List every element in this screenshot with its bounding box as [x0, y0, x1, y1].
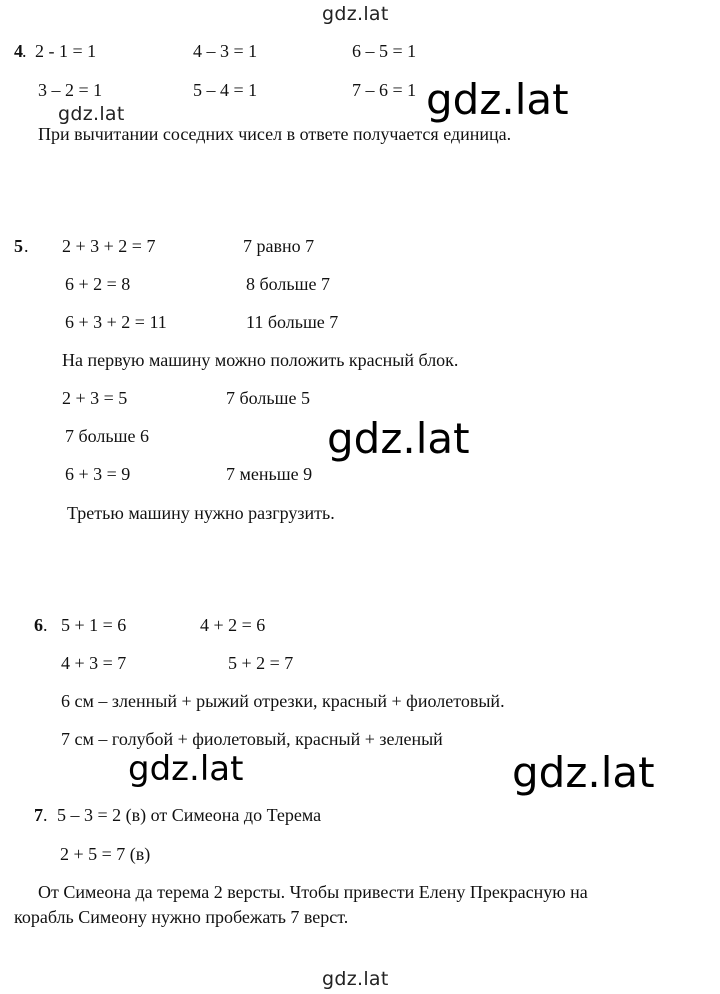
task-5-note-1: На первую машину можно положить красный блок.	[62, 350, 459, 370]
watermark-large-bottom-right: gdz.lat	[512, 748, 655, 797]
task-5-line-1-compare: 7 равно 7	[243, 236, 315, 256]
task-4-expr-5: 5 – 4 = 1	[193, 80, 258, 100]
task-4-expr-4: 3 – 2 = 1	[38, 80, 103, 100]
task-7-paragraph-line-1: От Симеона да терема 2 версты. Чтобы привести Елену Прекрасную на	[38, 882, 588, 902]
task-5-line-3-compare: 11 больше 7	[246, 312, 339, 332]
task-7-line-1: 5 – 3 = 2 (в) от Симеона до Терема	[57, 805, 322, 825]
watermark-bottom: gdz.lat	[322, 968, 389, 990]
task-6-expr-4: 5 + 2 = 7	[228, 653, 294, 673]
task-5-line-4-expr: 2 + 3 = 5	[62, 388, 128, 408]
task-5-line-2-expr: 6 + 2 = 8	[65, 274, 131, 294]
task-6-dot: .	[43, 615, 48, 635]
watermark-large-top-right: gdz.lat	[426, 75, 569, 124]
task-4-expr-2: 4 – 3 = 1	[193, 41, 258, 61]
task-4-dot: .	[22, 41, 27, 61]
task-6-expr-2: 4 + 2 = 6	[200, 615, 266, 635]
task-5-line-6-compare: 7 меньше 9	[226, 464, 313, 484]
watermark-top: gdz.lat	[322, 3, 389, 25]
task-7-number: 7	[34, 805, 43, 825]
watermark-medium-left: gdz.lat	[128, 749, 244, 789]
task-6-number: 6	[34, 615, 43, 635]
task-5-line-2-compare: 8 больше 7	[246, 274, 330, 294]
task-6-line-3: 6 см – зленный + рыжий отрезки, красный + фиолетовый.	[61, 691, 505, 711]
task-5-note-2: Третью машину нужно разгрузить.	[67, 503, 335, 523]
watermark-large-middle: gdz.lat	[327, 414, 470, 463]
task-5-line-6-expr: 6 + 3 = 9	[65, 464, 131, 484]
task-7-dot: .	[43, 805, 48, 825]
watermark-small-left: gdz.lat	[58, 103, 125, 125]
task-4-conclusion: При вычитании соседних чисел в ответе получается единица.	[38, 124, 512, 144]
task-5-line-5: 7 больше 6	[65, 426, 149, 446]
task-4-expr-6: 7 – 6 = 1	[352, 80, 417, 100]
task-4-number: 4	[14, 41, 23, 61]
task-5-dot: .	[24, 236, 29, 256]
task-6-expr-1: 5 + 1 = 6	[61, 615, 127, 635]
task-5-number: 5	[14, 236, 23, 256]
task-7-paragraph-line-2: корабль Симеону нужно пробежать 7 верст.	[14, 907, 349, 927]
task-4-expr-3: 6 – 5 = 1	[352, 41, 417, 61]
task-5-line-3-expr: 6 + 3 + 2 = 11	[65, 312, 167, 332]
task-5-line-4-compare: 7 больше 5	[226, 388, 310, 408]
task-4-expr-1: 2 - 1 = 1	[35, 41, 97, 61]
task-6-expr-3: 4 + 3 = 7	[61, 653, 127, 673]
task-5-line-1-expr: 2 + 3 + 2 = 7	[62, 236, 156, 256]
task-7-line-2: 2 + 5 = 7 (в)	[60, 844, 151, 864]
task-6-line-4: 7 см – голубой + фиолетовый, красный + зеленый	[61, 729, 443, 749]
